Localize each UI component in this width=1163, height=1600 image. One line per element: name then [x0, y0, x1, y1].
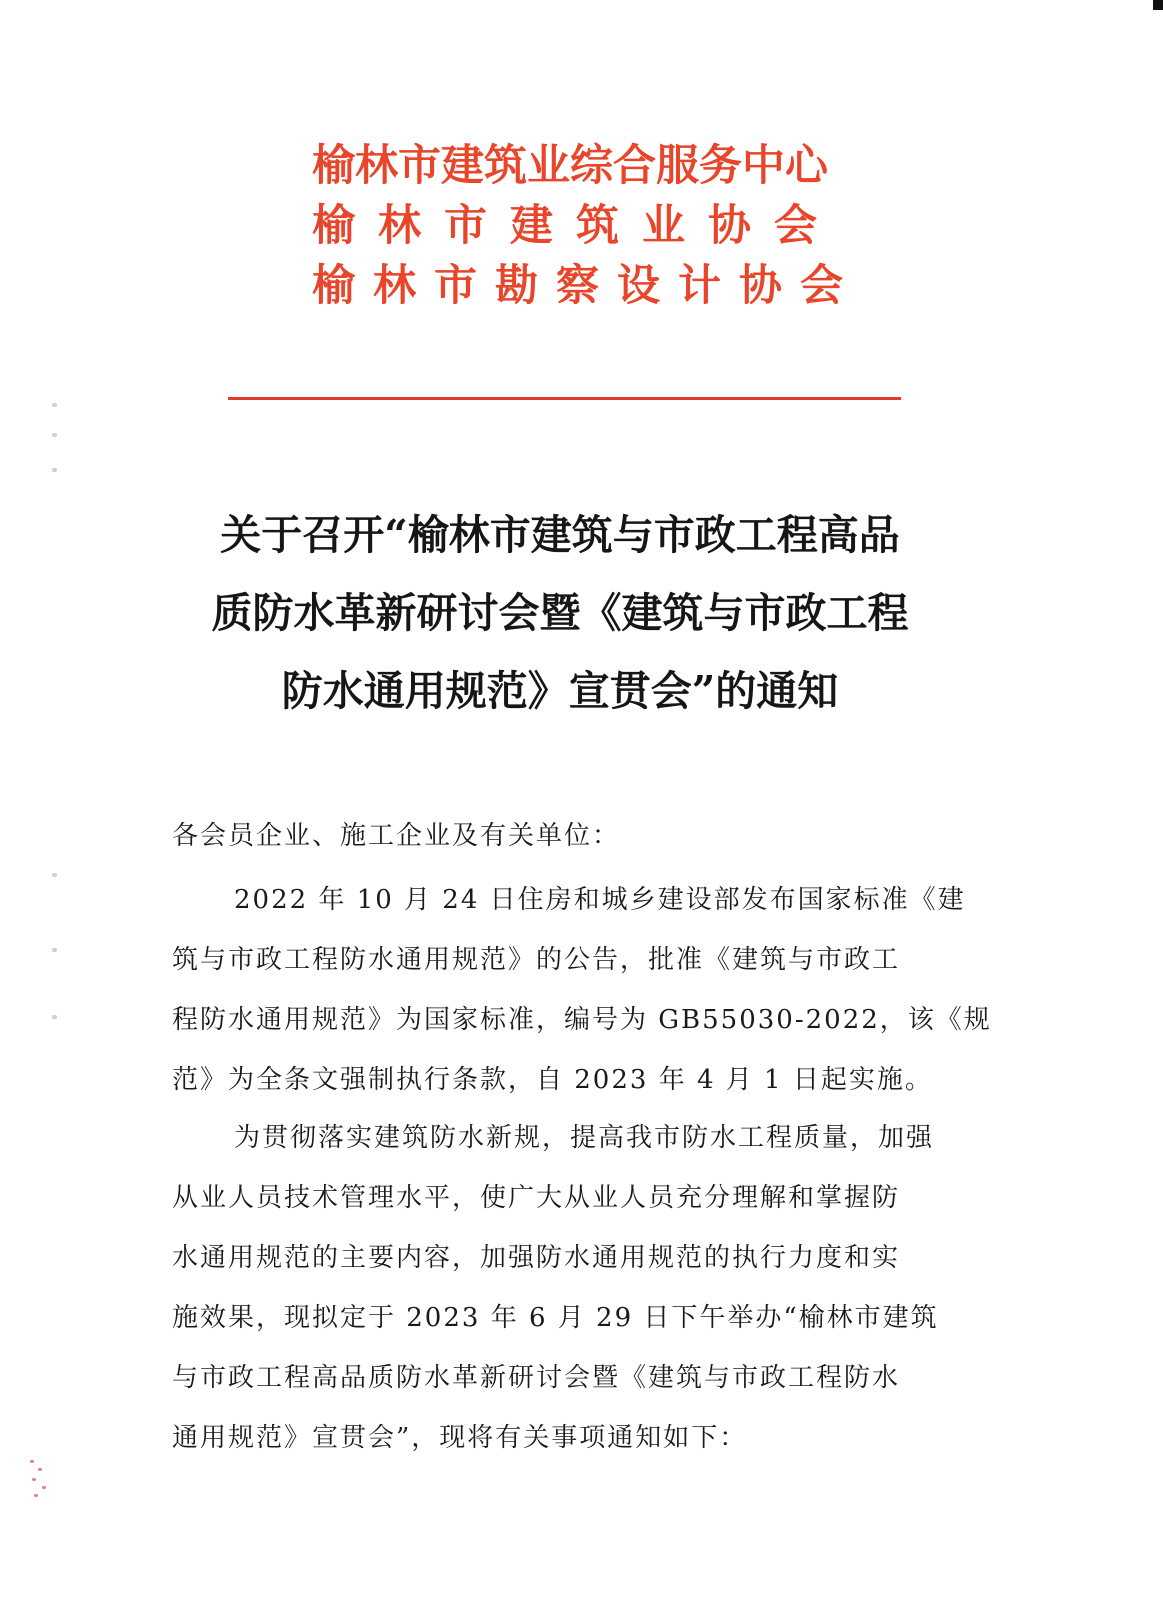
scan-specks: [52, 403, 62, 1043]
salutation: 各会员企业、施工企业及有关单位：: [172, 821, 621, 851]
issuer-name: 榆林市建筑业综合服务中心: [312, 141, 828, 191]
paragraph-2: [172, 1108, 944, 1468]
paragraph-line: 2022 年 10 月 24 日住房和城乡建设部发布国家标准《建: [234, 885, 966, 915]
paragraph-1: [172, 870, 992, 1110]
scan-edge-mark: [1153, 0, 1163, 10]
red-smudge: [28, 1460, 52, 1500]
paragraph-line: 程防水通用规范》为国家标准，编号为 GB55030-2022，该《规: [172, 1005, 992, 1035]
letterhead-divider: [228, 397, 901, 400]
document-title: [160, 496, 960, 730]
issuer-name: 榆林市建筑业协会: [312, 201, 840, 251]
letterhead-issuers: [312, 136, 861, 316]
paragraph-line: 施效果，现拟定于 2023 年 6 月 29 日下午举办“榆林市建筑: [172, 1303, 939, 1333]
paragraph-line: 通用规范》宣贯会”，现将有关事项通知如下：: [172, 1423, 748, 1453]
paragraph-line: 从业人员技术管理水平，使广大从业人员充分理解和掌握防: [172, 1183, 901, 1213]
issuer-name: 榆林市勘察设计协会: [312, 261, 861, 311]
paragraph-line: 为贯彻落实建筑防水新规，提高我市防水工程质量，加强: [234, 1123, 935, 1153]
title-line: 防水通用规范》宣贯会”的通知: [281, 667, 839, 715]
paragraph-line: 范》为全条文强制执行条款，自 2023 年 4 月 1 日起实施。: [172, 1065, 933, 1095]
paragraph-line: 筑与市政工程防水通用规范》的公告，批准《建筑与市政工: [172, 945, 901, 975]
title-line: 质防水革新研讨会暨《建筑与市政工程: [211, 589, 909, 637]
paragraph-line: 与市政工程高品质防水革新研讨会暨《建筑与市政工程防水: [172, 1363, 901, 1393]
title-line: 关于召开“榆林市建筑与市政工程高品: [220, 511, 900, 559]
paragraph-line: 水通用规范的主要内容，加强防水通用规范的执行力度和实: [172, 1243, 901, 1273]
